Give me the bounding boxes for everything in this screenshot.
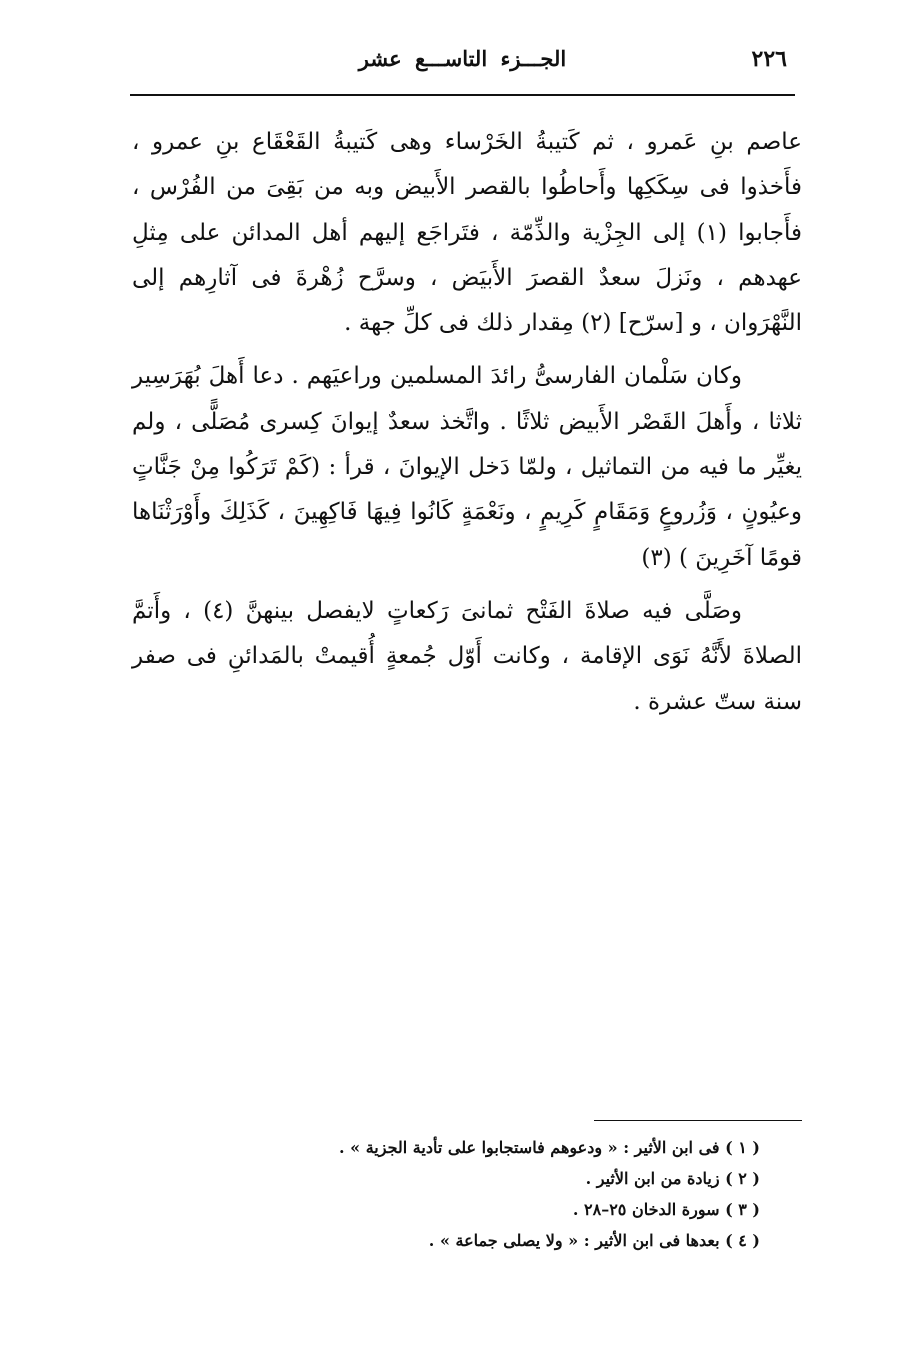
header-rule [130, 94, 795, 96]
footnote-rule [594, 1120, 802, 1121]
footnote: ( ٢ ) زيادة من ابن الأثير . [585, 1169, 760, 1188]
footnotes [250, 1132, 760, 1256]
running-header [130, 40, 795, 84]
page-number: ٢٢٦ [751, 46, 787, 72]
paragraph: وصَلَّى فيه صلاةَ الفَتْح ثمانىَ رَكعاتٍ لايفصل بينهنَّ (٤) ، وأَتمَّ الصلاةَ لأَنَّهُ نَوَى الإقامة ، وكانت أَوّل جُمعةٍ أُقيمتْ بالمَدائنِ فى صفر سنة ستّ عشرة . [132, 597, 802, 715]
footnote: ( ١ ) فى ابن الأثير : « ودعوهم فاستجابوا على تأدية الجزية » . [339, 1138, 760, 1157]
footnote: ( ٤ ) بعدها فى ابن الأثير : « ولا يصلى جماعة » . [428, 1231, 760, 1250]
part-title: الجـــزء التاســـع عشر [358, 46, 567, 71]
main-text [132, 120, 802, 725]
paragraph: عاصم بنِ عَمرو ، ثم كَتيبةُ الخَرْساء وهى كَتيبةُ القَعْقَاع بنِ عمرو ، فأَخذوا فى سِكَكِها وأَحاطُوا بالقصر الأَبيض وبه من بَقِىَ من الفُرْس ، فأَجابوا (١) إلى الجِزْية والذِّمّة ، فتَراجَع إليهم أهل المدائن على مِثلِ عهدهم ، ونَزلَ سعدٌ القصرَ الأَبيَض ، وسرَّح زُهْرةَ فى آثارِهم إلى النَّهْرَوان ، و [سرّح] (٢) مِقدار ذلك فى كلِّ جهة . [132, 129, 802, 337]
paragraph: وكان سَلْمان الفارسىُّ رائدَ المسلمين وراعيَهم . دعا أَهلَ بُهَرَسِير ثلاثا ، وأَهلَ القَصْر الأَبيض ثلاثًا . واتَّخذ سعدٌ إيوانَ كِسرى مُصَلًّى ، ولم يغيِّر ما فيه من التماثيل ، ولمّا دَخل الإيوانَ ، قرأ : (كَمْ تَرَكُوا مِنْ جَنَّاتٍ وعيُونٍ ، وَزُروعٍ وَمَقَامٍ كَرِيمٍ ، ونَعْمَةٍ كَانُوا فِيهَا فَاكِهِينَ ، كَذَلِكَ وأَوْرَثْنَاها قومًا آخَرِينَ ) (٣) [132, 363, 802, 571]
footnote: ( ٣ ) سورة الدخان ٢٥–٢٨ . [572, 1200, 760, 1219]
